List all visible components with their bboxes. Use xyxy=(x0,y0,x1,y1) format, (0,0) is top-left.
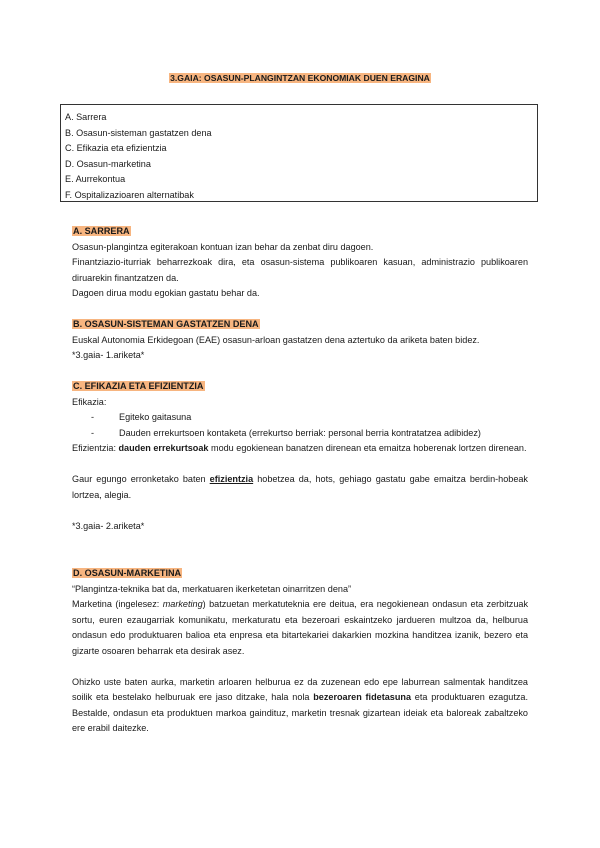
table-of-contents xyxy=(60,104,538,202)
exercise-reference: *3.gaia- 1.ariketa* xyxy=(72,350,145,360)
exercise-reference: *3.gaia- 2.ariketa* xyxy=(72,520,145,531)
paragraph: Ohizko uste baten aurka, marketin arloaren helburua ez da zuzenean edo epe laburrean salmentak handitzea soilik eta bestelako helburuak ere jaso ditzake, hala nola bezeroaren fidetasuna eta produktuaren ezagutza. Bestalde, ondasun eta produktuen markoa gaindituz, marketin tresnak gizartean ideiak eta baloreak zabaltzeko ere erabil daitezke. xyxy=(72,676,529,733)
quote: “Plangintza-teknika bat da, merkatuaren ikerketetan oinarritzen dena” xyxy=(72,583,352,594)
paragraph: Dagoen dirua modu egokian gastatu behar da. xyxy=(72,288,260,298)
list-item: - Egiteko gaitasuna xyxy=(91,412,192,422)
section-marketina xyxy=(72,566,528,737)
section-gastua xyxy=(72,317,528,364)
toc-item: B. Osasun-sisteman gastatzen dena xyxy=(65,127,212,138)
page-title: 3.GAIA: OSASUN-PLANGINTZAN EKONOMIAK DUEN ERAGINA xyxy=(170,73,430,83)
toc-item: E. Aurrekontua xyxy=(65,174,126,185)
list-item: - Dauden errekurtsoen kontaketa (errekurtso berriak: personal berria kontratatzea adibidez) xyxy=(91,427,481,438)
toc-item: C. Efikazia eta efizientzia xyxy=(65,143,167,154)
section-sarrera xyxy=(72,224,528,302)
section-heading: B. OSASUN-SISTEMAN GASTATZEN DENA xyxy=(73,319,259,329)
paragraph: Marketina (ingelesez: marketing) batzuetan merkatuteknia ere deitua, era negokienean ondasun eta zerbitzuak sortu, euren ezaugarriak komunikatu, merkaturatu eta bezeroari eskaintzeko jardueren multzoa da, helburua ondasun edo produktuaren balioa eta enpresa eta bitartekariei dakarkien mozkina handitzea izanik, bezero eta gizarte osoaren beharrak eta desirak asez. xyxy=(72,599,529,656)
toc-item: F. Ospitalizazioaren alternatibak xyxy=(65,189,194,200)
toc-item: A. Sarrera xyxy=(65,112,107,122)
section-efikazia xyxy=(72,379,528,534)
toc-item: D. Osasun-marketina xyxy=(65,158,151,169)
paragraph: Euskal Autonomia Erkidegoan (EAE) osasun-arloan gastatzen dena aztertuko da ariketa baten bidez. xyxy=(72,334,480,345)
section-heading: A. SARRERA xyxy=(73,226,130,236)
paragraph: Gaur egungo erronketako baten efizientzia hobetzea da, hots, gehiago gastatu gabe emaitza berdin-hobeak lortzea, alegia. xyxy=(72,474,528,500)
section-heading: C. EFIKAZIA ETA EFIZIENTZIA xyxy=(73,381,204,391)
section-heading: D. OSASUN-MARKETINA xyxy=(73,568,182,578)
paragraph: Efikazia: xyxy=(72,396,107,407)
paragraph: Osasun-plangintza egiterakoan kontuan izan behar da zenbat diru dagoen. xyxy=(72,241,374,252)
paragraph: Finantziazio-iturriak beharrezkoak dira, eta osasun-sistema publikoaren kasuan, administrazio publikoaren diruarekin finantzatzen da. xyxy=(72,257,528,283)
paragraph: Efizientzia: dauden errekurtsoak modu egokienean banatzen direnean eta emaitza hoberenak lortzen direnean. xyxy=(72,443,527,453)
